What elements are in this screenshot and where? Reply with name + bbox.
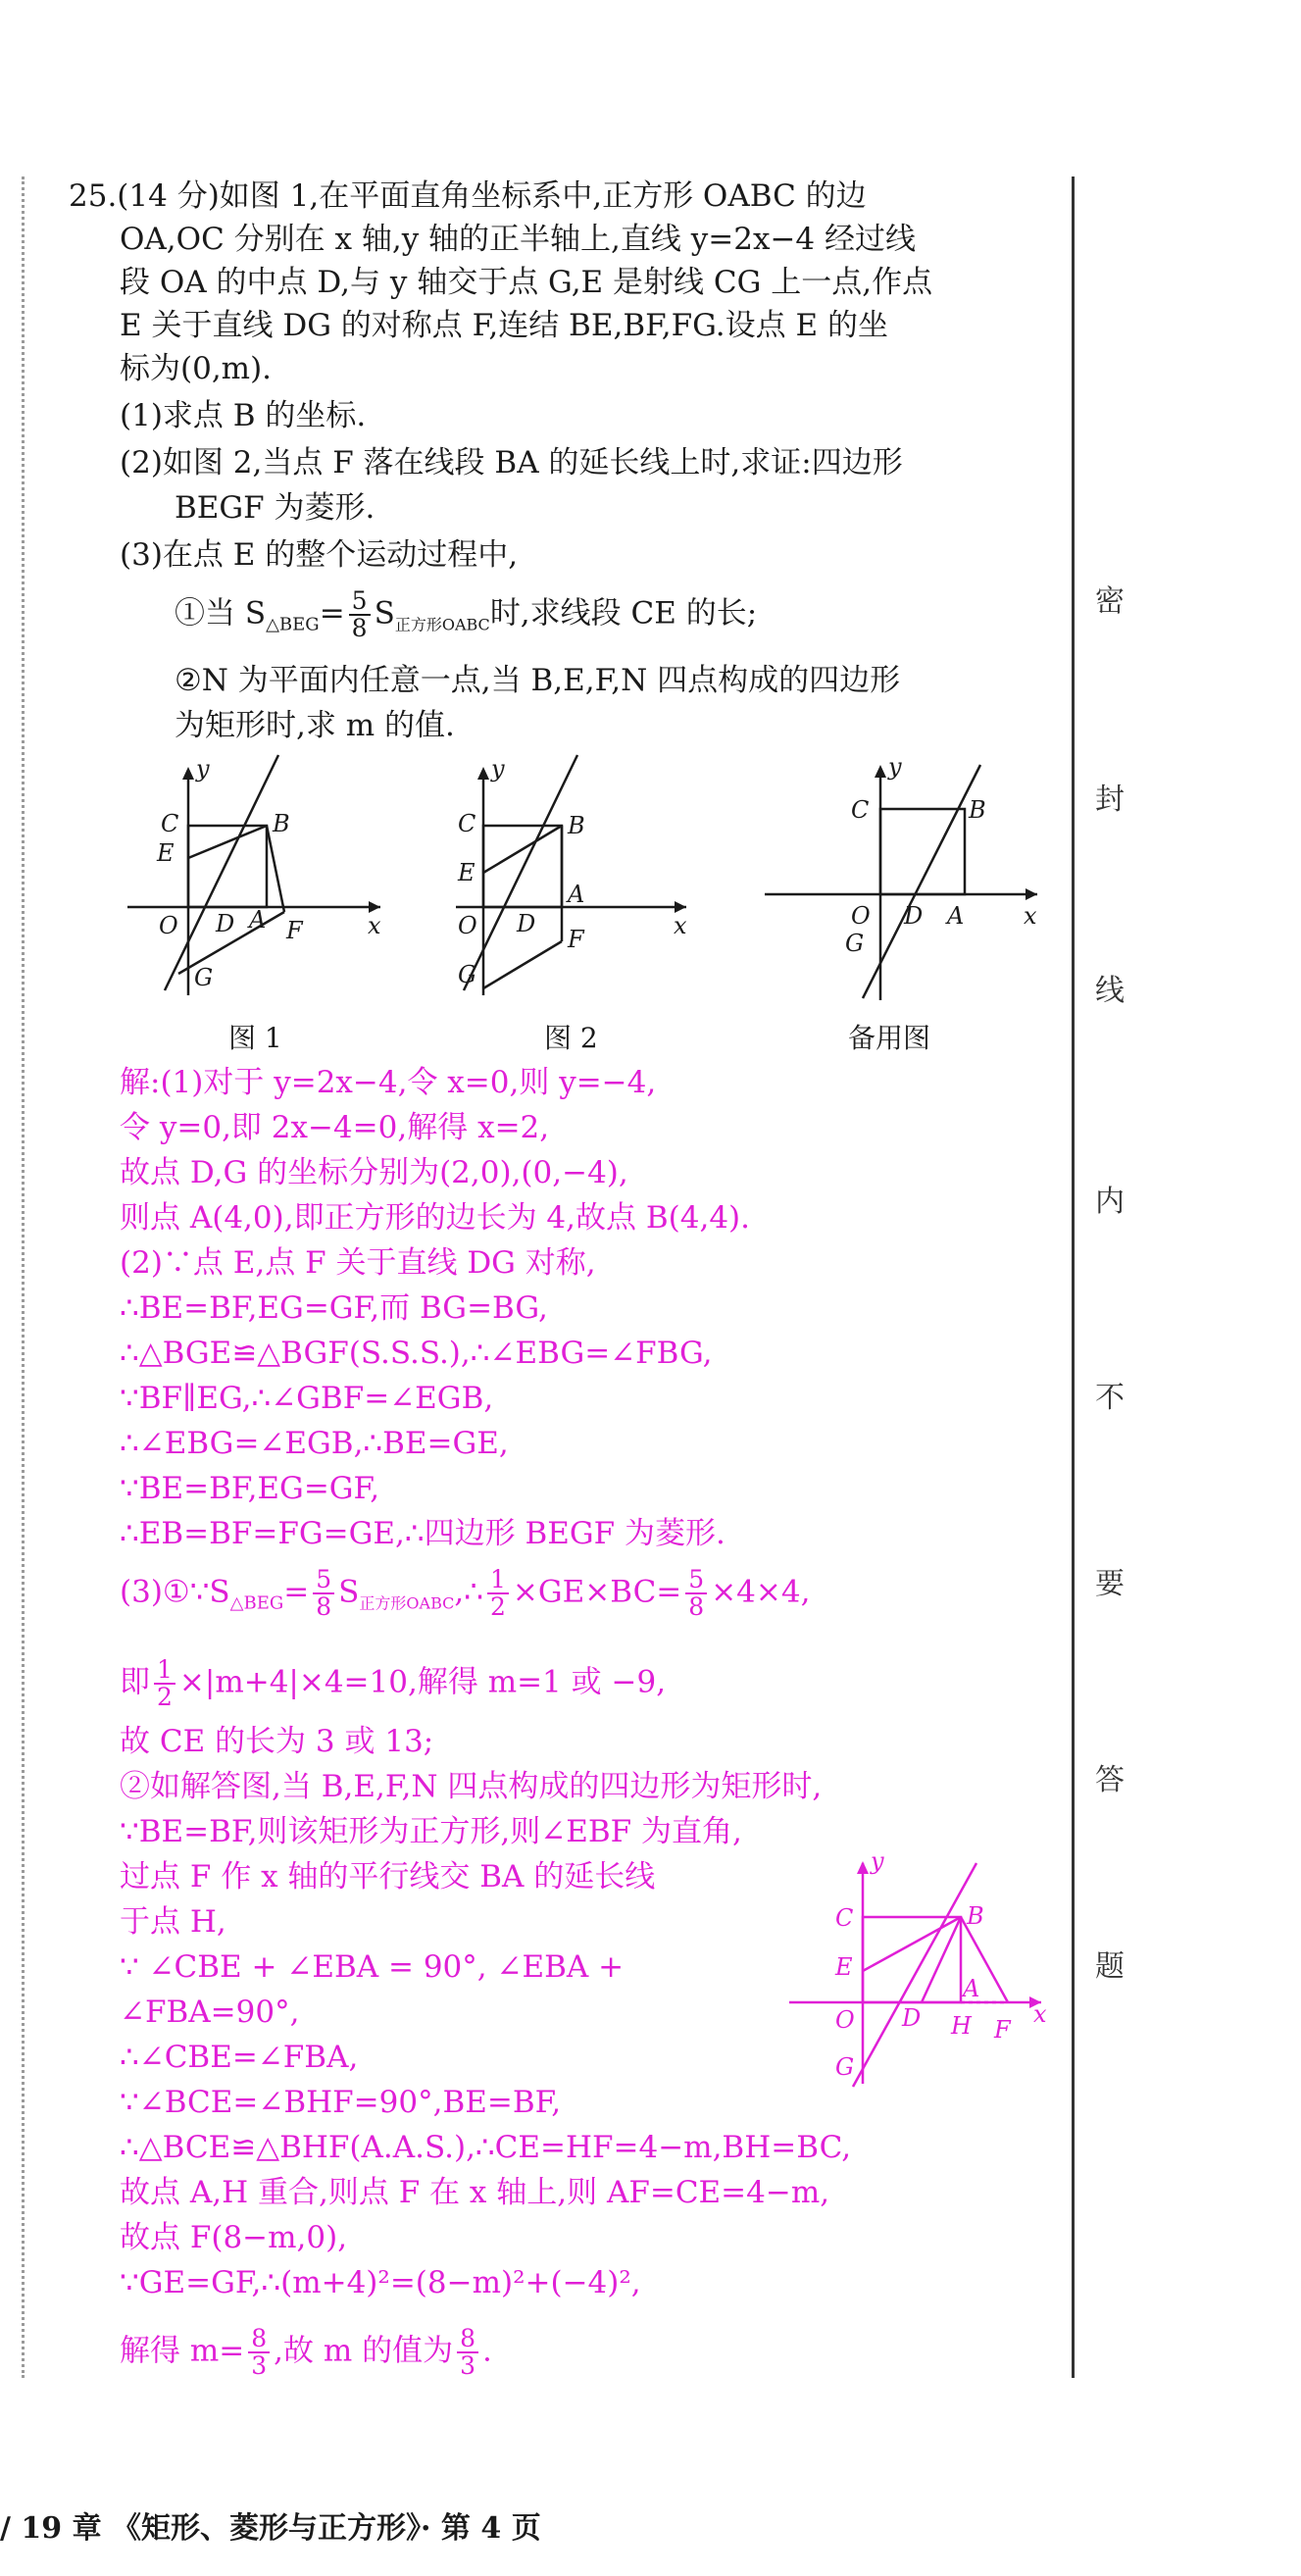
figure-spare	[755, 755, 1049, 1010]
label-F: F	[568, 926, 584, 953]
solution-line: ∴△BGE≌△BGF(S.S.S.),∴∠EBG=∠FBG,	[120, 1336, 713, 1371]
label-O: O	[159, 912, 178, 939]
label-D: D	[216, 910, 235, 937]
label-A: A	[249, 906, 267, 934]
label-C: C	[851, 796, 870, 824]
label-D: D	[902, 2004, 922, 2032]
label-B: B	[969, 796, 986, 824]
label-y: y	[491, 755, 505, 783]
label-x: x	[674, 912, 687, 939]
solution-line: 则点 A(4,0),即正方形的边长为 4,故点 B(4,4).	[120, 1200, 750, 1236]
label-G: G	[458, 961, 477, 988]
solution-line: ∵BF∥EG,∴∠GBF=∠EGB,	[120, 1381, 494, 1416]
solution-line-area: $(3)①\because S_{\triangle BEG}=$ $\frac{5}{8}$ $S_{正方形OABC},\therefore$ $\frac{1}{2}$ ×GE×BC= $\frac{5}{8}$ ×4×4,	[120, 1565, 811, 1621]
figure-2	[446, 755, 711, 1010]
label-F: F	[994, 2016, 1011, 2044]
label-C: C	[458, 810, 476, 837]
label-B: B	[568, 812, 585, 839]
problem-line-area-ratio: ①当 $S_{\triangle BEG}=$ $\frac{5}{8}$ $S_{正方形OABC}$时,求线段 CE 的长;	[175, 586, 758, 642]
side-char: 答	[1095, 1763, 1125, 1797]
label-x: x	[1033, 2000, 1047, 2028]
solution-line: ∵ ∠CBE + ∠EBA = 90°, ∠EBA +	[120, 1949, 625, 1985]
side-char: 密	[1095, 584, 1125, 619]
label-A: A	[568, 881, 585, 908]
problem-line: E 关于直线 DG 的对称点 F,连结 BE,BF,FG.设点 E 的坐	[120, 308, 888, 343]
solution-line: ∠FBA=90°,	[120, 1995, 300, 2030]
label-A: A	[947, 902, 965, 930]
label-G: G	[835, 2053, 855, 2081]
problem-line: (1)求点 B 的坐标.	[120, 398, 367, 433]
solution-line: 故 CE 的长为 3 或 13;	[120, 1724, 434, 1759]
label-B: B	[967, 1902, 984, 1930]
label-G: G	[845, 930, 865, 957]
side-char: 封	[1095, 783, 1125, 817]
caption-fig2: 图 2	[544, 1022, 598, 1054]
label-O: O	[851, 902, 871, 930]
solution-line: ∴∠EBG=∠EGB,∴BE=GE,	[120, 1426, 509, 1461]
problem-line: ②N 为平面内任意一点,当 B,E,F,N 四点构成的四边形	[175, 663, 901, 698]
problem-line: (2)如图 2,当点 F 落在线段 BA 的延长线上时,求证:四边形	[120, 445, 903, 480]
figure-1	[118, 755, 402, 1010]
caption-fig3: 备用图	[848, 1022, 931, 1054]
solution-line: ∵GE=GF,∴(m+4)²=(8−m)²+(−4)²,	[120, 2265, 641, 2300]
answer-figure	[784, 1847, 1059, 2089]
solution-line: 解:(1)对于 y=2x−4,令 x=0,则 y=−4,	[120, 1065, 657, 1100]
label-E: E	[835, 1953, 853, 1981]
caption-fig1: 图 1	[228, 1022, 282, 1054]
problem-line: 标为(0,m).	[120, 351, 273, 386]
problem-line: (3)在点 E 的整个运动过程中,	[120, 537, 519, 573]
label-x: x	[368, 912, 381, 939]
binding-dotted-line	[22, 177, 25, 2378]
label-C: C	[161, 810, 179, 837]
page-footer: / 19 章 《矩形、菱形与正方形》· 第 4 页	[0, 2511, 541, 2546]
solution-line: ∵∠BCE=∠BHF=90°,BE=BF,	[120, 2085, 562, 2120]
side-char: 要	[1095, 1567, 1125, 1601]
problem-line: 25.(14 分)如图 1,在平面直角坐标系中,正方形 OABC 的边	[69, 178, 867, 214]
solution-line: 故点 D,G 的坐标分别为(2,0),(0,−4),	[120, 1155, 628, 1190]
problem-line: 为矩形时,求 m 的值.	[175, 708, 455, 743]
solution-line: ∵BE=BF,EG=GF,	[120, 1471, 380, 1506]
solution-line: ∴BE=BF,EG=GF,而 BG=BG,	[120, 1290, 548, 1326]
seal-line-rule	[1072, 177, 1075, 2378]
solution-line-result: 解得 m= $\frac{8}{3}$ ,故 m 的值为 $\frac{8}{3}$ .	[120, 2324, 492, 2380]
side-char: 不	[1095, 1381, 1125, 1415]
side-char: 线	[1095, 974, 1125, 1008]
side-char: 内	[1095, 1185, 1125, 1219]
solution-line: 于点 H,	[120, 1904, 226, 1940]
solution-line: (2)∵点 E,点 F 关于直线 DG 对称,	[120, 1245, 596, 1281]
label-H: H	[951, 2012, 972, 2040]
solution-line: ∴EB=BF=FG=GE,∴四边形 BEGF 为菱形.	[120, 1516, 726, 1551]
side-char: 题	[1095, 1949, 1125, 1984]
solution-line: ∴△BCE≌△BHF(A.A.S.),∴CE=HF=4−m,BH=BC,	[120, 2130, 852, 2165]
solution-line-abs: 即 $\frac{1}{2}$ ×|m+4|×4=10,解得 m=1 或 −9,	[120, 1655, 667, 1711]
problem-line: BEGF 为菱形.	[175, 490, 375, 526]
solution-line: ∴∠CBE=∠FBA,	[120, 2040, 359, 2075]
label-y: y	[196, 755, 210, 783]
label-G: G	[194, 964, 214, 991]
solution-line: 令 y=0,即 2x−4=0,解得 x=2,	[120, 1110, 550, 1145]
label-E: E	[157, 839, 175, 867]
solution-line: ∵BE=BF,则该矩形为正方形,则∠EBF 为直角,	[120, 1814, 742, 1849]
label-D: D	[904, 902, 924, 930]
solution-line: 故点 A,H 重合,则点 F 在 x 轴上,则 AF=CE=4−m,	[120, 2175, 830, 2210]
solution-line: 过点 F 作 x 轴的平行线交 BA 的延长线	[120, 1859, 656, 1894]
label-B: B	[273, 810, 290, 837]
label-O: O	[458, 912, 477, 939]
label-y: y	[888, 753, 902, 781]
solution-line: 故点 F(8−m,0),	[120, 2220, 348, 2255]
label-y: y	[871, 1847, 884, 1875]
label-D: D	[517, 910, 536, 937]
label-O: O	[835, 2006, 855, 2034]
label-x: x	[1024, 902, 1037, 930]
problem-line: OA,OC 分别在 x 轴,y 轴的正半轴上,直线 y=2x−4 经过线	[120, 222, 917, 257]
label-E: E	[458, 859, 475, 886]
label-F: F	[286, 917, 303, 944]
solution-line: ②如解答图,当 B,E,F,N 四点构成的四边形为矩形时,	[120, 1769, 823, 1804]
label-A: A	[963, 1975, 980, 2002]
label-C: C	[835, 1904, 854, 1932]
problem-line: 段 OA 的中点 D,与 y 轴交于点 G,E 是射线 CG 上一点,作点	[120, 265, 933, 300]
